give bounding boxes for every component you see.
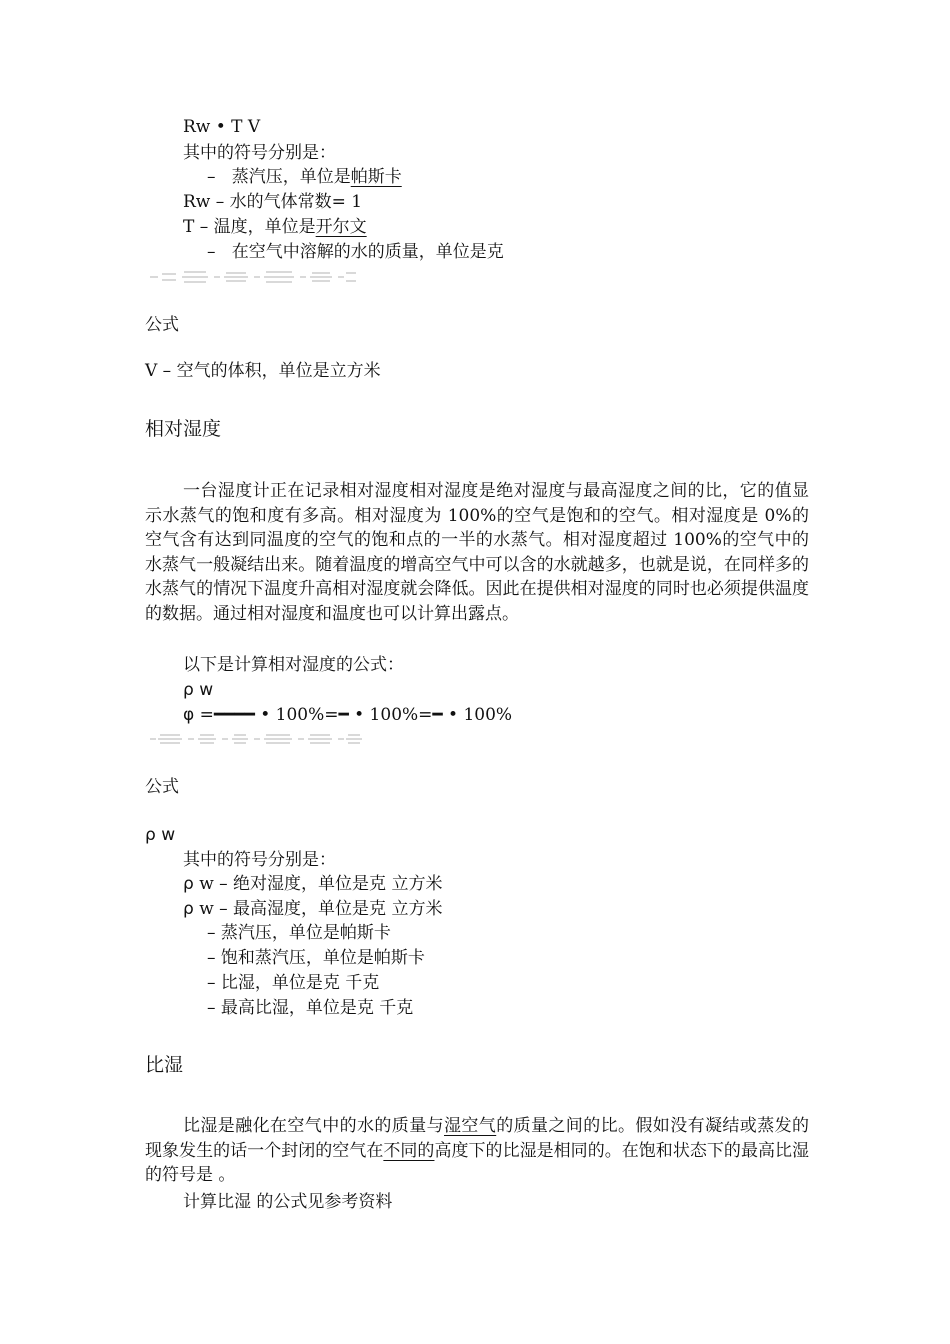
section-heading-relative-humidity: 相对湿度 [145, 418, 222, 440]
para-text: 的质量之间的比。假如没有凝结或蒸发的现象发生的话一个封闭的空气在 [145, 1116, 810, 1161]
dash: – [207, 167, 216, 187]
para-text: 高度下的比湿是相同的。在饱和状态下的最高比湿的符号是 。 [145, 1140, 810, 1185]
different-link[interactable]: 不同的 [383, 1140, 435, 1161]
rho-symbol: ρ [183, 899, 194, 919]
item-text: 蒸汽压，单位是 [231, 167, 351, 187]
humid-air-link[interactable]: 湿空气 [444, 1116, 497, 1136]
kelvin-link[interactable]: 开尔文 [315, 217, 367, 237]
formula-image [148, 730, 363, 748]
symbol-item-vapor-pressure [207, 165, 402, 189]
para-text: 比湿是融化在空气中的水的质量与 [183, 1116, 444, 1136]
item-text: 在空气中溶解的水的质量，单位是克 [231, 242, 504, 262]
volume-line: V – 空气的体积，单位是立方米 [145, 361, 381, 381]
rho-w-label: ρ w [145, 825, 176, 845]
relative-humidity-paragraph: 一台湿度计正在记录相对湿度相对湿度是绝对湿度与最高湿度之间的比，它的值显示水蒸气的饱和度有多高。相对湿度为 100%的空气是饱和的空气。相对湿度是 0%的空气含有达到同温度的空气的饱和点的一半的水蒸气。相对湿度超过 100%的空气中的水蒸气一般凝结出来。随着温度的增高空气中可以含的水就越多，也就是说，在同样多的水蒸气的情况下温度升高相对湿度就会降低。因此在提供相对湿度的同时也必须提供温度的数据。通过相对湿度和温度也可以计算出露点。 [145, 481, 809, 624]
symbol-item-specific-humidity: – 比湿，单位是克 千克 [207, 973, 380, 993]
rho-w-label: ρ w [183, 680, 214, 700]
phi-formula-rest: =━━━━ • 100%=━ • 100%=━ • 100% [194, 705, 513, 725]
rho-symbol: ρ [183, 874, 194, 894]
symbol-item-water-mass [207, 240, 504, 264]
formula-intro: 以下是计算相对湿度的公式： [183, 655, 404, 675]
item-text: T – 温度，单位是 [183, 217, 316, 237]
symbol-item-max-humidity [183, 897, 442, 921]
specific-humidity-paragraph [145, 1114, 809, 1188]
formula-line: Rw • T V [183, 117, 261, 137]
formula-label: 公式 [145, 777, 179, 797]
item-text: w – 绝对湿度，单位是克 立方米 [193, 874, 443, 894]
symbol-item-saturation-pressure: – 饱和蒸汽压，单位是帕斯卡 [207, 948, 425, 968]
item-text: w – 最高湿度，单位是克 立方米 [193, 899, 443, 919]
pascal-link[interactable]: 帕斯卡 [350, 167, 402, 187]
symbol-item-vapor-pressure: – 蒸汽压，单位是帕斯卡 [207, 923, 391, 943]
symbols-intro: 其中的符号分别是： [183, 850, 336, 870]
symbol-item-absolute-humidity [183, 872, 442, 896]
dash: – [207, 242, 216, 262]
formula-image [148, 268, 358, 286]
symbol-item-temperature [183, 215, 367, 239]
formula-label: 公式 [145, 315, 179, 335]
phi-formula-line [183, 703, 512, 727]
phi-symbol: φ [183, 705, 195, 725]
symbol-item-gas-constant: Rw – 水的气体常数= 1 [183, 192, 363, 212]
reference-line: 计算比湿 的公式见参考资料 [183, 1192, 393, 1212]
section-heading-specific-humidity: 比湿 [145, 1054, 184, 1076]
symbol-item-max-specific-humidity: – 最高比湿，单位是克 千克 [207, 998, 414, 1018]
symbols-intro: 其中的符号分别是： [183, 143, 336, 163]
